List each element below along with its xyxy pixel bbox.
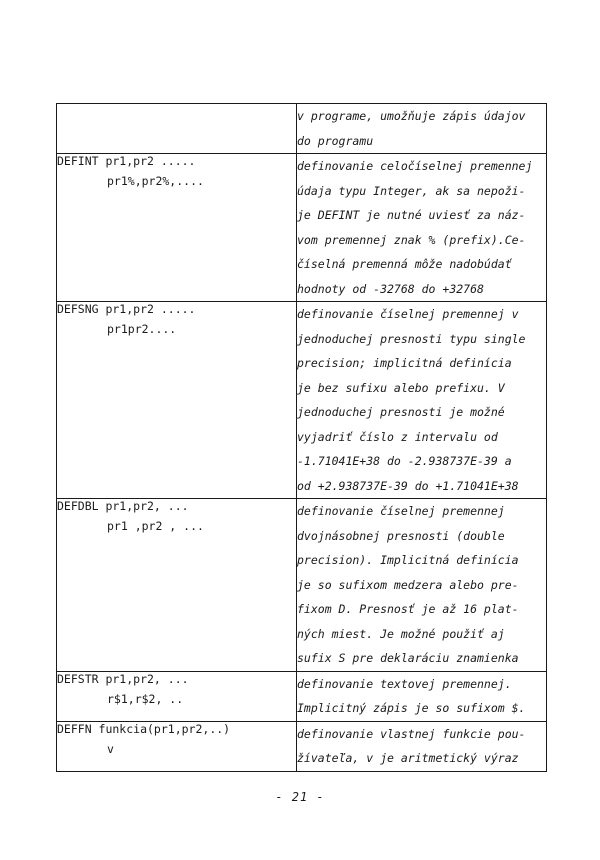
description-line: do programu <box>297 133 374 148</box>
command-syntax: DEFINT pr1,pr2 ..... <box>57 154 196 168</box>
description-line: jednoduchej presnosti je možné <box>297 405 505 419</box>
description-line: precision; implicitná definícia <box>297 356 512 370</box>
table-row <box>57 302 547 499</box>
command-syntax-continuation: pr1pr2.... <box>107 322 177 336</box>
command-cell <box>57 671 297 721</box>
description-cell <box>297 154 547 302</box>
description-line: definovanie textovej premennej. <box>297 676 512 691</box>
description-line: dvojnásobnej presnosti (double <box>297 528 505 543</box>
command-syntax-continuation: v <box>107 741 114 756</box>
description-line: údaja typu Integer, ak sa nepoži- <box>297 183 526 198</box>
command-syntax-continuation: r$1,r$2, .. <box>107 691 184 706</box>
command-syntax: DEFFN funkcia(pr1,pr2,..) <box>57 721 231 736</box>
command-line <box>57 104 296 124</box>
description-line: žívateľa, v je aritmetický výraz <box>297 751 519 765</box>
command-cell <box>57 154 297 302</box>
command-syntax: DEFSTR pr1,pr2, ... <box>57 671 189 686</box>
description-line: vom premennej znak % (prefix).Ce- <box>297 232 526 247</box>
description-line: hodnoty od -32768 do +32768 <box>297 281 484 296</box>
description-line: je so sufixom medzera alebo pre- <box>297 577 519 592</box>
table-row <box>57 104 547 154</box>
description-cell <box>297 104 547 154</box>
description-line: v programe, umožňuje zápis údajov <box>297 109 526 123</box>
command-syntax-continuation: pr1 ,pr2 , ... <box>107 519 204 533</box>
description-line: fixom D. Presnosť je až 16 plat- <box>297 602 519 616</box>
description-line: číselná premenná môže nadobúdať <box>297 257 512 271</box>
description-line: ných miest. Je možné použiť aj <box>297 626 505 641</box>
description-line: definovanie celočíselnej premennej <box>297 159 533 173</box>
description-line: je DEFINT je nutné uviesť za náz- <box>297 208 526 222</box>
description-line: vyjadriť číslo z intervalu od <box>297 429 498 444</box>
description-line: od +2.938737E-39 do +1.71041E+38 <box>297 478 519 493</box>
command-syntax: DEFDBL pr1,pr2, ... <box>57 499 189 513</box>
command-cell <box>57 499 297 672</box>
description-line: definovanie číselnej premennej <box>297 504 505 518</box>
description-line: jednoduchej presnosti typu single <box>297 331 526 346</box>
description-line: je bez sufixu alebo prefixu. V <box>297 380 505 395</box>
command-syntax: DEFSNG pr1,pr2 ..... <box>57 302 196 316</box>
table-row <box>57 499 547 672</box>
table-row <box>57 154 547 302</box>
command-table <box>56 103 547 772</box>
command-syntax-continuation: pr1%,pr2%,.... <box>107 174 204 188</box>
description-line: sufix S pre deklaráciu znamienka <box>297 651 519 665</box>
description-line: definovanie vlastnej funkcie pou- <box>297 726 526 741</box>
description-line: definovanie číselnej premennej v <box>297 307 519 321</box>
description-line: precision). Implicitná definícia <box>297 553 519 567</box>
description-cell <box>297 302 547 499</box>
description-cell <box>297 671 547 721</box>
command-cell <box>57 302 297 499</box>
description-line: -1.71041E+38 do -2.938737E-39 a <box>297 454 512 468</box>
description-cell <box>297 499 547 672</box>
description-line: Implicitný zápis je so sufixom $. <box>297 701 526 715</box>
page-number: - 21 - <box>275 790 325 804</box>
description-cell <box>297 721 547 771</box>
table-row <box>57 721 547 771</box>
table-row <box>57 671 547 721</box>
command-cell <box>57 104 297 154</box>
command-cell <box>57 721 297 771</box>
